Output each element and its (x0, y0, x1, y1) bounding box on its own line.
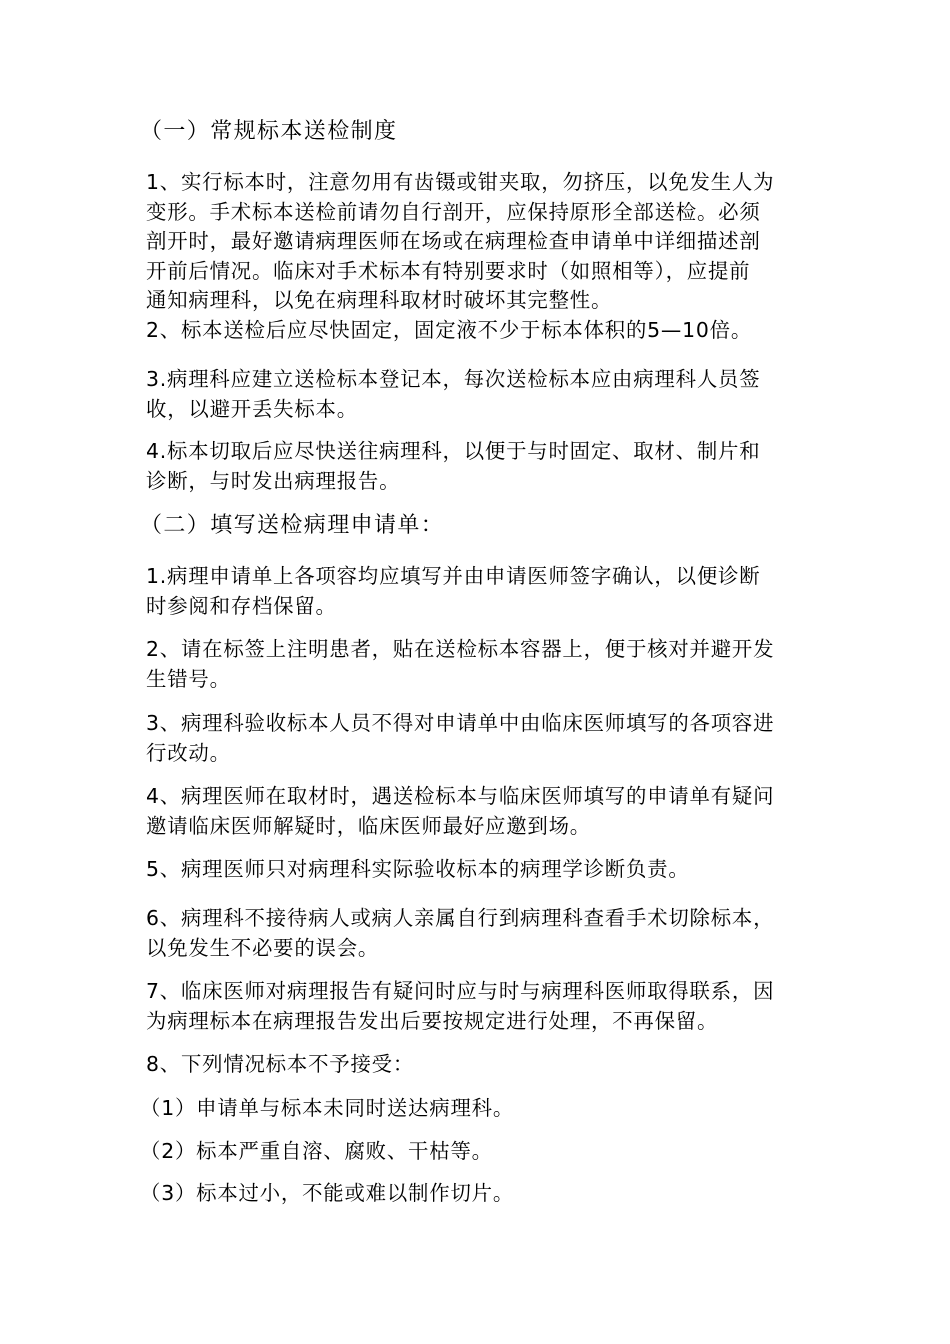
paragraph-2-6 (146, 904, 818, 963)
text-line: 变形。手术标本送检前请勿自行剖开，应保持原形全部送检。必须 (146, 199, 761, 224)
text-line: 开前后情况。临床对手术标本有特别要求时（如照相等），应提前 (146, 258, 751, 283)
text-line: 2、请在标签上注明患者，贴在送检标本容器上，便于核对并避开发 (146, 637, 775, 661)
text-line: 时参阅和存档保留。 (146, 593, 337, 618)
text-line: 6、病理科不接待病人或病人亲属自行到病理科查看手术切除标本， (146, 906, 775, 930)
text-line: 为病理标本在病理报告发出后要按规定进行处理，不再保留。 (146, 1008, 719, 1033)
text-line: 行改动。 (146, 740, 231, 765)
paragraph-1-4 (146, 437, 818, 496)
text-line: 通知病理科，以免在病理科取材时破坏其完整性。 (146, 288, 613, 312)
paragraph-1-2 (146, 316, 818, 346)
paragraph-2-4 (146, 782, 818, 841)
text-line: 5、病理医师只对病理科实际验收标本的病理学诊断负责。 (146, 857, 690, 881)
sub-item-2 (140, 1137, 812, 1167)
text-line: 收，以避开丢失标本。 (146, 396, 358, 421)
text-line: 邀请临床医师解疑时，临床医师最好应邀到场。 (146, 813, 592, 838)
paragraph-2-2 (146, 635, 818, 694)
paragraph-2-7 (146, 977, 818, 1036)
paragraph-2-3 (146, 709, 818, 768)
text-line: 1.病理申请单上各项容均应填写并由申请医师签字确认，以便诊断 (146, 564, 761, 588)
text-line: 3、病理科验收标本人员不得对申请单中由临床医师填写的各项容进 (146, 711, 775, 735)
text-line: 诊断，与时发出病理报告。 (146, 468, 401, 493)
text-line: 3.病理科应建立送检标本登记本，每次送检标本应由病理科人员签 (146, 367, 761, 391)
text-line: 8、下列情况标本不予接受： (146, 1052, 415, 1076)
text-line: 以免发生不必要的误会。 (146, 935, 380, 960)
section-heading-1: （一）常规标本送检制度 (140, 119, 398, 144)
text-line: （3）标本过小，不能或难以制作切片。 (140, 1181, 515, 1205)
text-line: 7、临床医师对病理报告有疑问时应与时与病理科医师取得联系，因 (146, 979, 775, 1003)
text-line: 4.标本切取后应尽快送往病理科，以便于与时固定、取材、制片和 (146, 439, 761, 463)
text-line: 生错号。 (146, 666, 231, 691)
text-line: 剖开时，最好邀请病理医师在场或在病理检查申请单中详细描述剖 (146, 229, 761, 253)
sub-item-1 (140, 1094, 812, 1124)
text-line: （1）申请单与标本未同时送达病理科。 (140, 1096, 515, 1120)
sub-item-3 (140, 1179, 812, 1209)
text-line: 4、病理医师在取材时，遇送检标本与临床医师填写的申请单有疑问 (146, 784, 775, 808)
section-heading-2: （二）填写送检病理申请单： (140, 513, 445, 538)
paragraph-2-1 (146, 562, 818, 621)
text-line: 1、实行标本时，注意勿用有齿镊或钳夹取，勿挤压，以免发生人为 (146, 170, 775, 194)
paragraph-2-5 (146, 855, 818, 885)
paragraph-1-1 (146, 168, 818, 316)
paragraph-1-3 (146, 365, 818, 424)
paragraph-2-8 (146, 1050, 818, 1080)
text-line: 2、标本送检后应尽快固定，固定液不少于标本体积的5—10倍。 (146, 318, 753, 342)
text-line: （2）标本严重自溶、腐败、干枯等。 (140, 1139, 493, 1163)
